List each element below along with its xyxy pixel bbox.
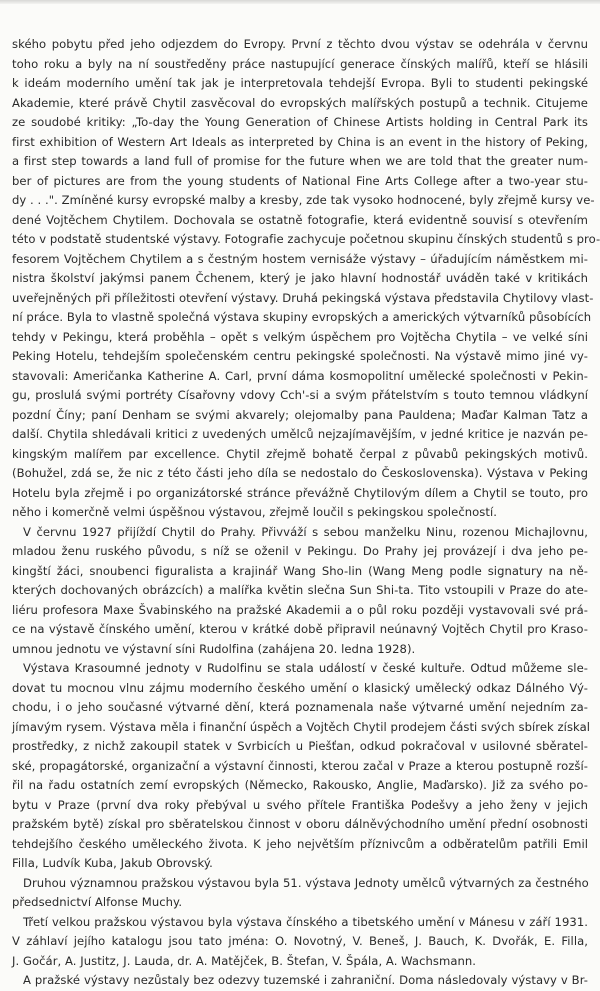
text-line: a first step towards a land full of promise for the future when we are told that the greater num- bbox=[12, 154, 588, 168]
text-line: této v podstatě studentské výstavy. Fotografie zachycuje početnou skupinu čínských studentů s pro- bbox=[12, 232, 600, 246]
text-line: V záhlaví jejího katalogu jsou tato jména: O. Novotný, V. Beneš, J. Bauch, K. Dvořák, E. Filla, bbox=[12, 934, 588, 948]
paragraph bbox=[12, 35, 600, 523]
page-top-edge bbox=[0, 0, 600, 4]
text-line: chodu, i o jeho současné výtvarné dění, která poznamenala naše výtvarné umění nejedním za- bbox=[12, 700, 588, 714]
text-line: ského pobytu před jeho odjezdem do Evropy. První z těchto dvou výstav se odehrála v červnu bbox=[12, 37, 588, 51]
text-line: liéru profesora Maxe Švabinského na pražské Akademii a o půl roku později vystavovali své prá- bbox=[12, 602, 588, 617]
text-line: Peking Hotelu, tehdejším společenském centru pekingské společnosti. Na výstavě mimo jiné vy- bbox=[12, 349, 588, 363]
paragraph bbox=[12, 659, 591, 874]
text-line: pozdní Číny; paní Denham se svými akvarely; olejomalby pana Pauldena; Maďar Kalman Tatz a bbox=[12, 407, 588, 422]
text-line: tehdejšího českého uměleckého života. K jeho největším příznivcům a odběratelům patřili Emil bbox=[12, 836, 588, 851]
text-line: dené Vojtěchem Chytilem. Dochovala se ostatně fotografie, která evidentně souvisí s otevřením bbox=[12, 212, 588, 227]
document-page bbox=[12, 35, 600, 991]
paragraph bbox=[12, 971, 588, 991]
text-line: kingští žáci, snoubenci figuralista a krajinář Wang Sho-lin (Wang Meng podle signatury na ně- bbox=[12, 563, 588, 578]
text-line: dy . . .". Zmíněné kursy evropské malby a kresby, zde tak vysoko hodnocené, byly zřejmě kursy ve- bbox=[12, 193, 595, 207]
text-line: toho roku a byly na ní soustředěny práce nastupující generace čínských malířů, kteří se hlásili bbox=[12, 56, 588, 71]
text-line: tehdy v Pekingu, která proběhla – opět s velkým úspěchem pro Vojtěcha Chytila – ve velké síni bbox=[12, 329, 588, 344]
text-line: ze soudobé kritiky: „To-day the Young Generation of Chinese Artists holding in Central Park its bbox=[12, 115, 588, 129]
text-line: (Bohužel, zdá se, že nic z této části jeho díla se nedostalo do Československa). Výstava v Peking bbox=[12, 466, 588, 480]
text-line: ské, propagátorské, organizační a výstavní činnosti, kterou začal v Praze a kterou postupně rozší- bbox=[12, 758, 588, 773]
text-line: bytu v Praze (první dva roky přebýval u svého přítele Františka Podešvy a jeho ženy v jejich bbox=[12, 797, 588, 812]
text-line: first exhibition of Western Art Ideals as interpreted by China is an event in the history of Peking, bbox=[12, 134, 588, 149]
text-line: pražském bytě) získal pro sběratelskou činnost v oboru dálněvýchodního umění přední osobnosti bbox=[12, 817, 588, 831]
text-line: fesorem Vojtěchem Chytilem a s čestným hostem vernisáže výstavy – úřadujícím náměstkem mi- bbox=[12, 251, 588, 266]
text-line: předsednictví Alfonse Muchy. bbox=[12, 895, 183, 909]
text-line: Druhou významnou pražskou výstavou byla 51. výstava Jednoty umělců výtvarných za čestného bbox=[23, 875, 589, 890]
text-line: Třetí velkou pražskou výstavou byla výstava čínského a tibetského umění v Mánesu v září 1931. bbox=[23, 914, 588, 929]
text-line: Hotelu byla zřejmě i po organizátorské stránce převážně Chytilovým dílem a Chytil se touto, pro bbox=[12, 485, 588, 500]
text-line: jímavým rysem. Výstava měla i finanční úspěch a Vojtěch Chytil prodejem části svých sbírek získal bbox=[12, 719, 591, 734]
text-line: Filla, Ludvík Kuba, Jakub Obrovský. bbox=[12, 856, 213, 870]
text-line: nistra školství jakýmsi panem Čchenem, který je jako hlavní hodnostář uváděn také v kritikách bbox=[12, 271, 588, 285]
text-line: V červnu 1927 přijíždí Chytil do Prahy. Přivváží s sebou manželku Ninu, rozenou Michajlovnu, bbox=[23, 524, 588, 539]
text-line: Výstava Krasoumné jednoty v Rudolfinu se stala událostí v české kultuře. Odtud můžeme sle- bbox=[23, 661, 588, 675]
paragraph bbox=[12, 913, 588, 972]
text-line: uveřejněných při příležitosti otevření výstavy. Druhá pekingská výstava představila Chytilovy vlast- bbox=[12, 290, 594, 305]
text-line: ní práce. Byla to vlastně společná výstava skupiny evropských a amerických výtvarníků působících bbox=[12, 310, 592, 324]
paragraph bbox=[12, 874, 588, 913]
text-line: A pražské výstavy nezůstaly bez odezvy tuzemské i zahraniční. Doma následovaly výstavy v Br- bbox=[23, 973, 588, 987]
text-line: ce na výstavě čínského umění, kterou v krátké době připravil neúnavný Vojtěch Chytil pro Kraso- bbox=[12, 622, 588, 636]
text-line: další. Chytila shledávali kritici z uvedených umělců nejzajímavějším, v jedné kritice je nazván pe- bbox=[12, 427, 588, 441]
text-line: stavovali: Američanka Katherine A. Carl, první dáma kosmopolitní umělecké společnosti v Pekin- bbox=[12, 368, 588, 383]
text-line: mladou ženu ruského původu, s níž se oženil v Pekingu. Do Prahy jej provázejí i dva jeho pe- bbox=[12, 544, 588, 558]
text-line: řil na řadu ostatních zemí evropských (Německo, Rakousko, Anglie, Maďarsko). Již za svého po- bbox=[12, 778, 588, 792]
text-line: Akademie, které právě Chytil zasvěcoval do evropských malířských postupů a technik. Citujeme bbox=[12, 95, 588, 110]
text-line: k ideám moderního umění tak jak je interpretovala tehdejší Evropa. Byli to studenti pekingské bbox=[12, 76, 588, 90]
text-line: dovat tu mocnou vlnu zájmu moderního českého umění o klasický umělecký odkaz Dálného Vý- bbox=[12, 680, 588, 695]
text-line: něho i komerčně velmi úspěšnou výstavou, zřejmě loučil s pekingskou společností. bbox=[12, 505, 497, 519]
text-line: umnou jednotu ve výstavní síni Rudolfina (zahájena 20. ledna 1928). bbox=[12, 641, 416, 656]
text-line: ber of pictures are from the young students of National Fine Arts College after a two-year stu- bbox=[12, 173, 588, 188]
text-line: kterých dochovaných obrázcích) a malířka květin slečna Sun Shi-ta. Tito vstoupili v Praze do ate- bbox=[12, 583, 588, 597]
text-line: prostředky, z nichž zakoupil statek v Svrbicích u Piešťan, odkud pokračoval v usilovné sběratel- bbox=[12, 739, 588, 753]
text-line: gu, proslulá svými portréty Císařovny vdovy Cch'-si a svým přátelstvím s touto temnou vládkyní bbox=[12, 388, 588, 402]
text-line: J. Gočár, A. Justitz, J. Lauda, dr. A. Matějček, B. Štefan, V. Špála, A. Wachsmann. bbox=[12, 953, 477, 968]
text-line: kingským malířem par excellence. Chytil zřejmě bohatě čerpal z půvabů pekingských motivů. bbox=[12, 446, 588, 461]
paragraph bbox=[12, 523, 588, 660]
